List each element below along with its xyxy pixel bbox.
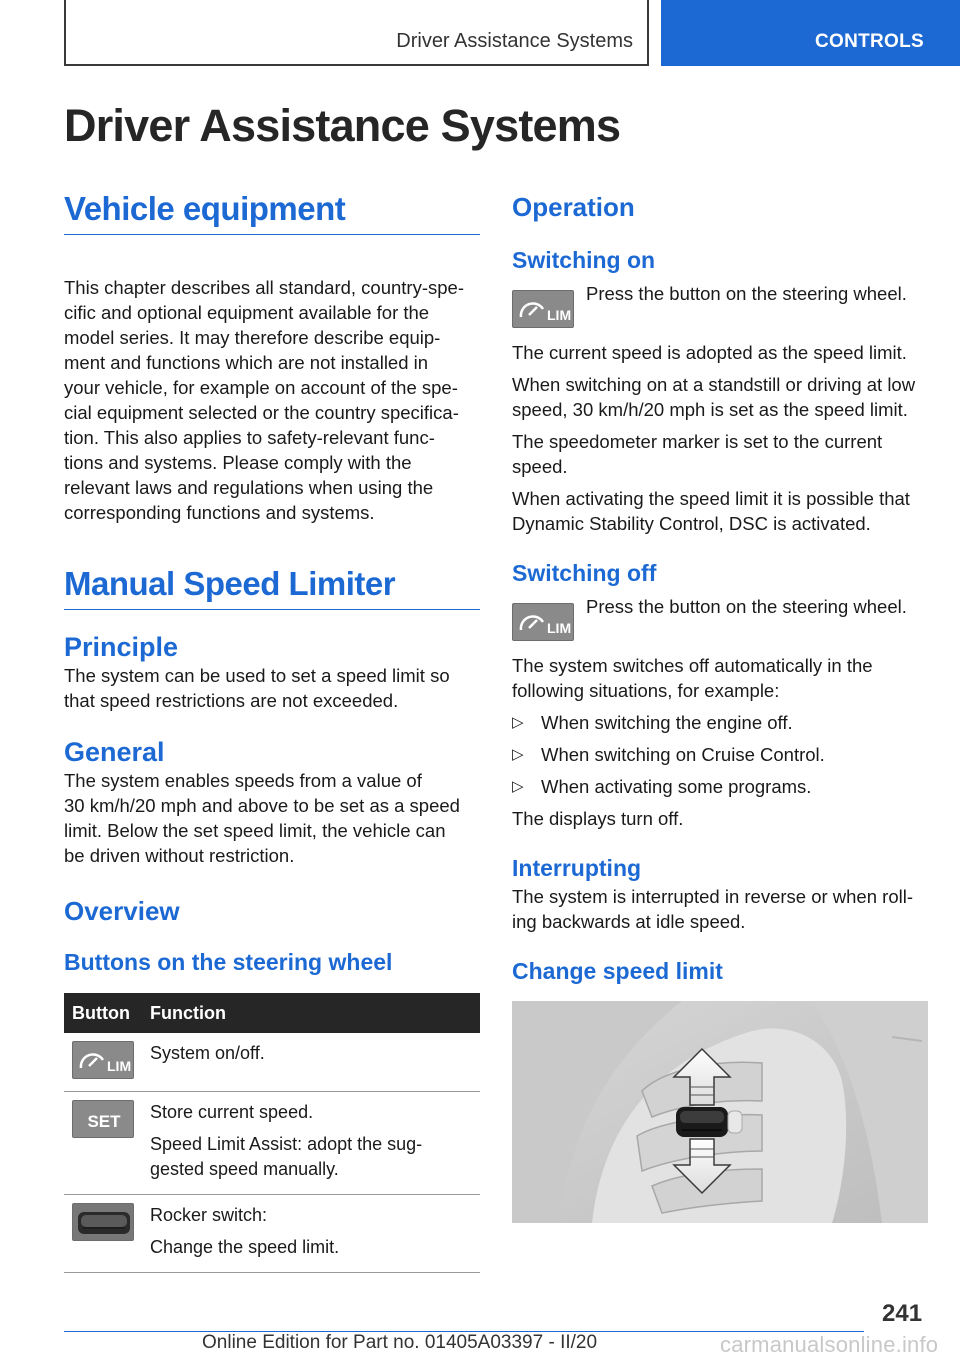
set-button-icon: [72, 1100, 134, 1138]
function-system-onoff: System on/off.: [142, 1033, 480, 1092]
watermark: carmanualsonline.info: [720, 1332, 939, 1357]
list-item: ▷ When activating some programs.: [512, 776, 812, 797]
svg-text:SET: SET: [87, 1112, 121, 1131]
heading-overview: Overview: [64, 896, 180, 926]
switching-on-para-1: The current speed is adopted as the speed limit.: [512, 342, 907, 363]
switching-on-para-2: When switching on at a standstill or driving at low speed, 30 km/h/20 mph is set as the speed limit.: [512, 374, 916, 420]
switching-off-press-text: Press the button on the steering wheel.: [586, 596, 907, 617]
header-section-title: Driver Assistance Systems: [396, 30, 633, 52]
header-section-box: [64, 0, 649, 66]
col-header-button: Button: [64, 993, 142, 1033]
steering-wheel-buttons-photo: [512, 1001, 928, 1223]
heading-change-speed-limit: Change speed limit: [512, 958, 723, 984]
speed-limiter-lim-icon: [512, 290, 574, 328]
triangle-bullet-icon: ▷: [512, 746, 524, 763]
switching-on-instruction: [512, 283, 928, 328]
svg-text:LIM: LIM: [547, 620, 572, 636]
heading-manual-speed-limiter: Manual Speed Limiter: [64, 565, 480, 610]
heading-operation: Operation: [512, 192, 635, 222]
heading-switching-on: Switching on: [512, 247, 656, 273]
table-row: [64, 1195, 480, 1273]
table-header-row: [64, 993, 480, 1033]
list-item: ▷ When switching on Cruise Control.: [512, 744, 825, 765]
speed-limiter-lim-icon: [72, 1041, 134, 1079]
interrupting-text: The system is interrupted in reverse or when roll‐ ing backwards at idle speed.: [512, 886, 913, 932]
function-store-speed: Store current speed. Speed Limit Assist: adopt the sug‐ gested speed manually.: [142, 1092, 480, 1195]
heading-vehicle-equipment: Vehicle equipment: [64, 190, 480, 235]
svg-text:LIM: LIM: [107, 1058, 132, 1074]
rocker-switch-icon: [72, 1203, 134, 1241]
left-column: [64, 190, 480, 1273]
switching-off-list: [512, 710, 928, 799]
principle-text: The system can be used to set a speed limit so that speed restrictions are not exceeded.: [64, 665, 450, 711]
page-number: 241: [882, 1300, 923, 1327]
switching-on-para-3: The speedometer marker is set to the current speed.: [512, 431, 883, 477]
col-header-function: Function: [142, 993, 480, 1033]
function-rocker-switch: Rocker switch: Change the speed limit.: [142, 1195, 480, 1273]
triangle-bullet-icon: ▷: [512, 778, 524, 795]
switching-off-intro: The system switches off automatically in the following situations, for example:: [512, 655, 873, 701]
heading-switching-off: Switching off: [512, 560, 657, 586]
heading-buttons-steering-wheel: Buttons on the steering wheel: [64, 949, 393, 975]
switching-off-outro: The displays turn off.: [512, 808, 684, 829]
triangle-bullet-icon: ▷: [512, 714, 524, 731]
vehicle-equipment-text: This chapter describes all standard, country-spe‐ cific and optional equipment available for the model series. It may therefore describe equip‐ ment and functions which are not installed in your vehicle, for example on account of the spe‐ cial equipment selected or the country specifica‐ tion. This also applies to safety-relevant func‐ tions and systems. Please comply with the relevant laws and regulations when using the corresponding functions and systems.: [64, 277, 464, 523]
svg-text:LIM: LIM: [547, 307, 572, 323]
switching-on-press-text: Press the button on the steering wheel.: [586, 283, 907, 304]
speed-limiter-lim-icon: [512, 603, 574, 641]
heading-interrupting: Interrupting: [512, 855, 642, 881]
heading-general: General: [64, 737, 165, 767]
button-function-table: [64, 993, 480, 1273]
general-text: The system enables speeds from a value of 30 km/h/20 mph and above to be set as a speed limit. Below the set speed limit, the vehicle can be driven without restriction.: [64, 770, 460, 866]
right-column: [512, 190, 928, 1223]
header-chapter-label: CONTROLS: [815, 31, 925, 52]
page-title: Driver Assistance Systems: [64, 100, 621, 151]
table-row: [64, 1092, 480, 1195]
list-item: ▷ When switching the engine off.: [512, 712, 793, 733]
switching-off-instruction: [512, 596, 928, 641]
heading-principle: Principle: [64, 632, 179, 662]
switching-on-para-4: When activating the speed limit it is possible that Dynamic Stability Control, DSC is activated.: [512, 488, 910, 534]
header-chapter-tab[interactable]: [661, 0, 960, 66]
table-row: [64, 1033, 480, 1092]
footer-edition-text: Online Edition for Part no. 01405A03397 - II/20: [202, 1332, 598, 1353]
